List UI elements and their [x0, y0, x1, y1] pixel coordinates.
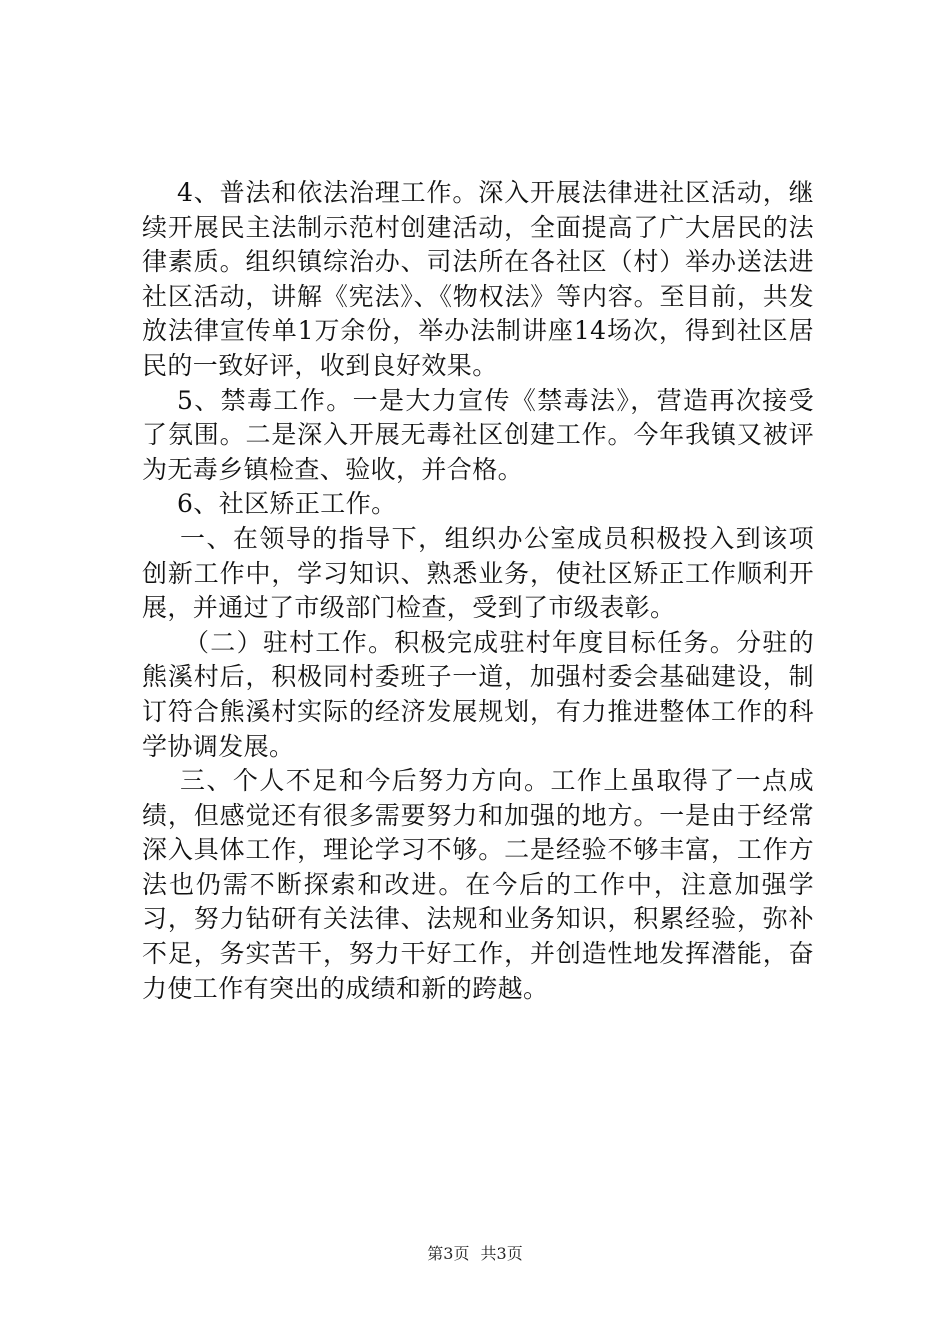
page-number: 第3页	[427, 1244, 470, 1263]
page-footer	[0, 1244, 950, 1264]
document-body	[142, 176, 814, 1006]
paragraph-community-correction: 一、在领导的指导下，组织办公室成员积极投入到该项创新工作中，学习知识、熟悉业务，使社区矫正工作顺利开展，并通过了市级部门检查，受到了市级表彰。	[142, 523, 814, 623]
paragraph-anti-drug: 5、禁毒工作。一是大力宣传《禁毒法》，营造再次接受了氛围。二是深入开展无毒社区创建工作。今年我镇又被评为无毒乡镇检查、验收，并合格。	[142, 385, 814, 484]
paragraph-village-work: （二）驻村工作。积极完成驻村年度目标任务。分驻的熊溪村后，积极同村委班子一道，加强村委会基础建设，制订符合熊溪村实际的经济发展规划，有力推进整体工作的科学协调发展。	[142, 627, 814, 761]
paragraph-shortcomings: 三、个人不足和今后努力方向。工作上虽取得了一点成绩，但感觉还有很多需要努力和加强的地方。一是由于经常深入具体工作，理论学习不够。二是经验不够丰富，工作方法也仍需不断探索和改进。在今后的工作中，注意加强学习，努力钻研有关法律、法规和业务知识，积累经验，弥补不足，务实苦干，努力干好工作，并创造性地发挥潜能，奋力使工作有突出的成绩和新的跨越。	[142, 766, 814, 1003]
page-total: 共3页	[480, 1244, 523, 1263]
paragraph-community-correction-heading: 6、社区矫正工作。	[177, 489, 397, 519]
paragraph-legal-governance: 4、普法和依法治理工作。深入开展法律进社区活动，继续开展民主法制示范村创建活动，全面提高了广大居民的法律素质。组织镇综治办、司法所在各社区（村）举办送法进社区活动，讲解《宪法》、《物权法》等内容。至目前，共发放法律宣传单1万余份，举办法制讲座14场次，得到社区居民的一致好评，收到良好效果。	[142, 178, 814, 380]
